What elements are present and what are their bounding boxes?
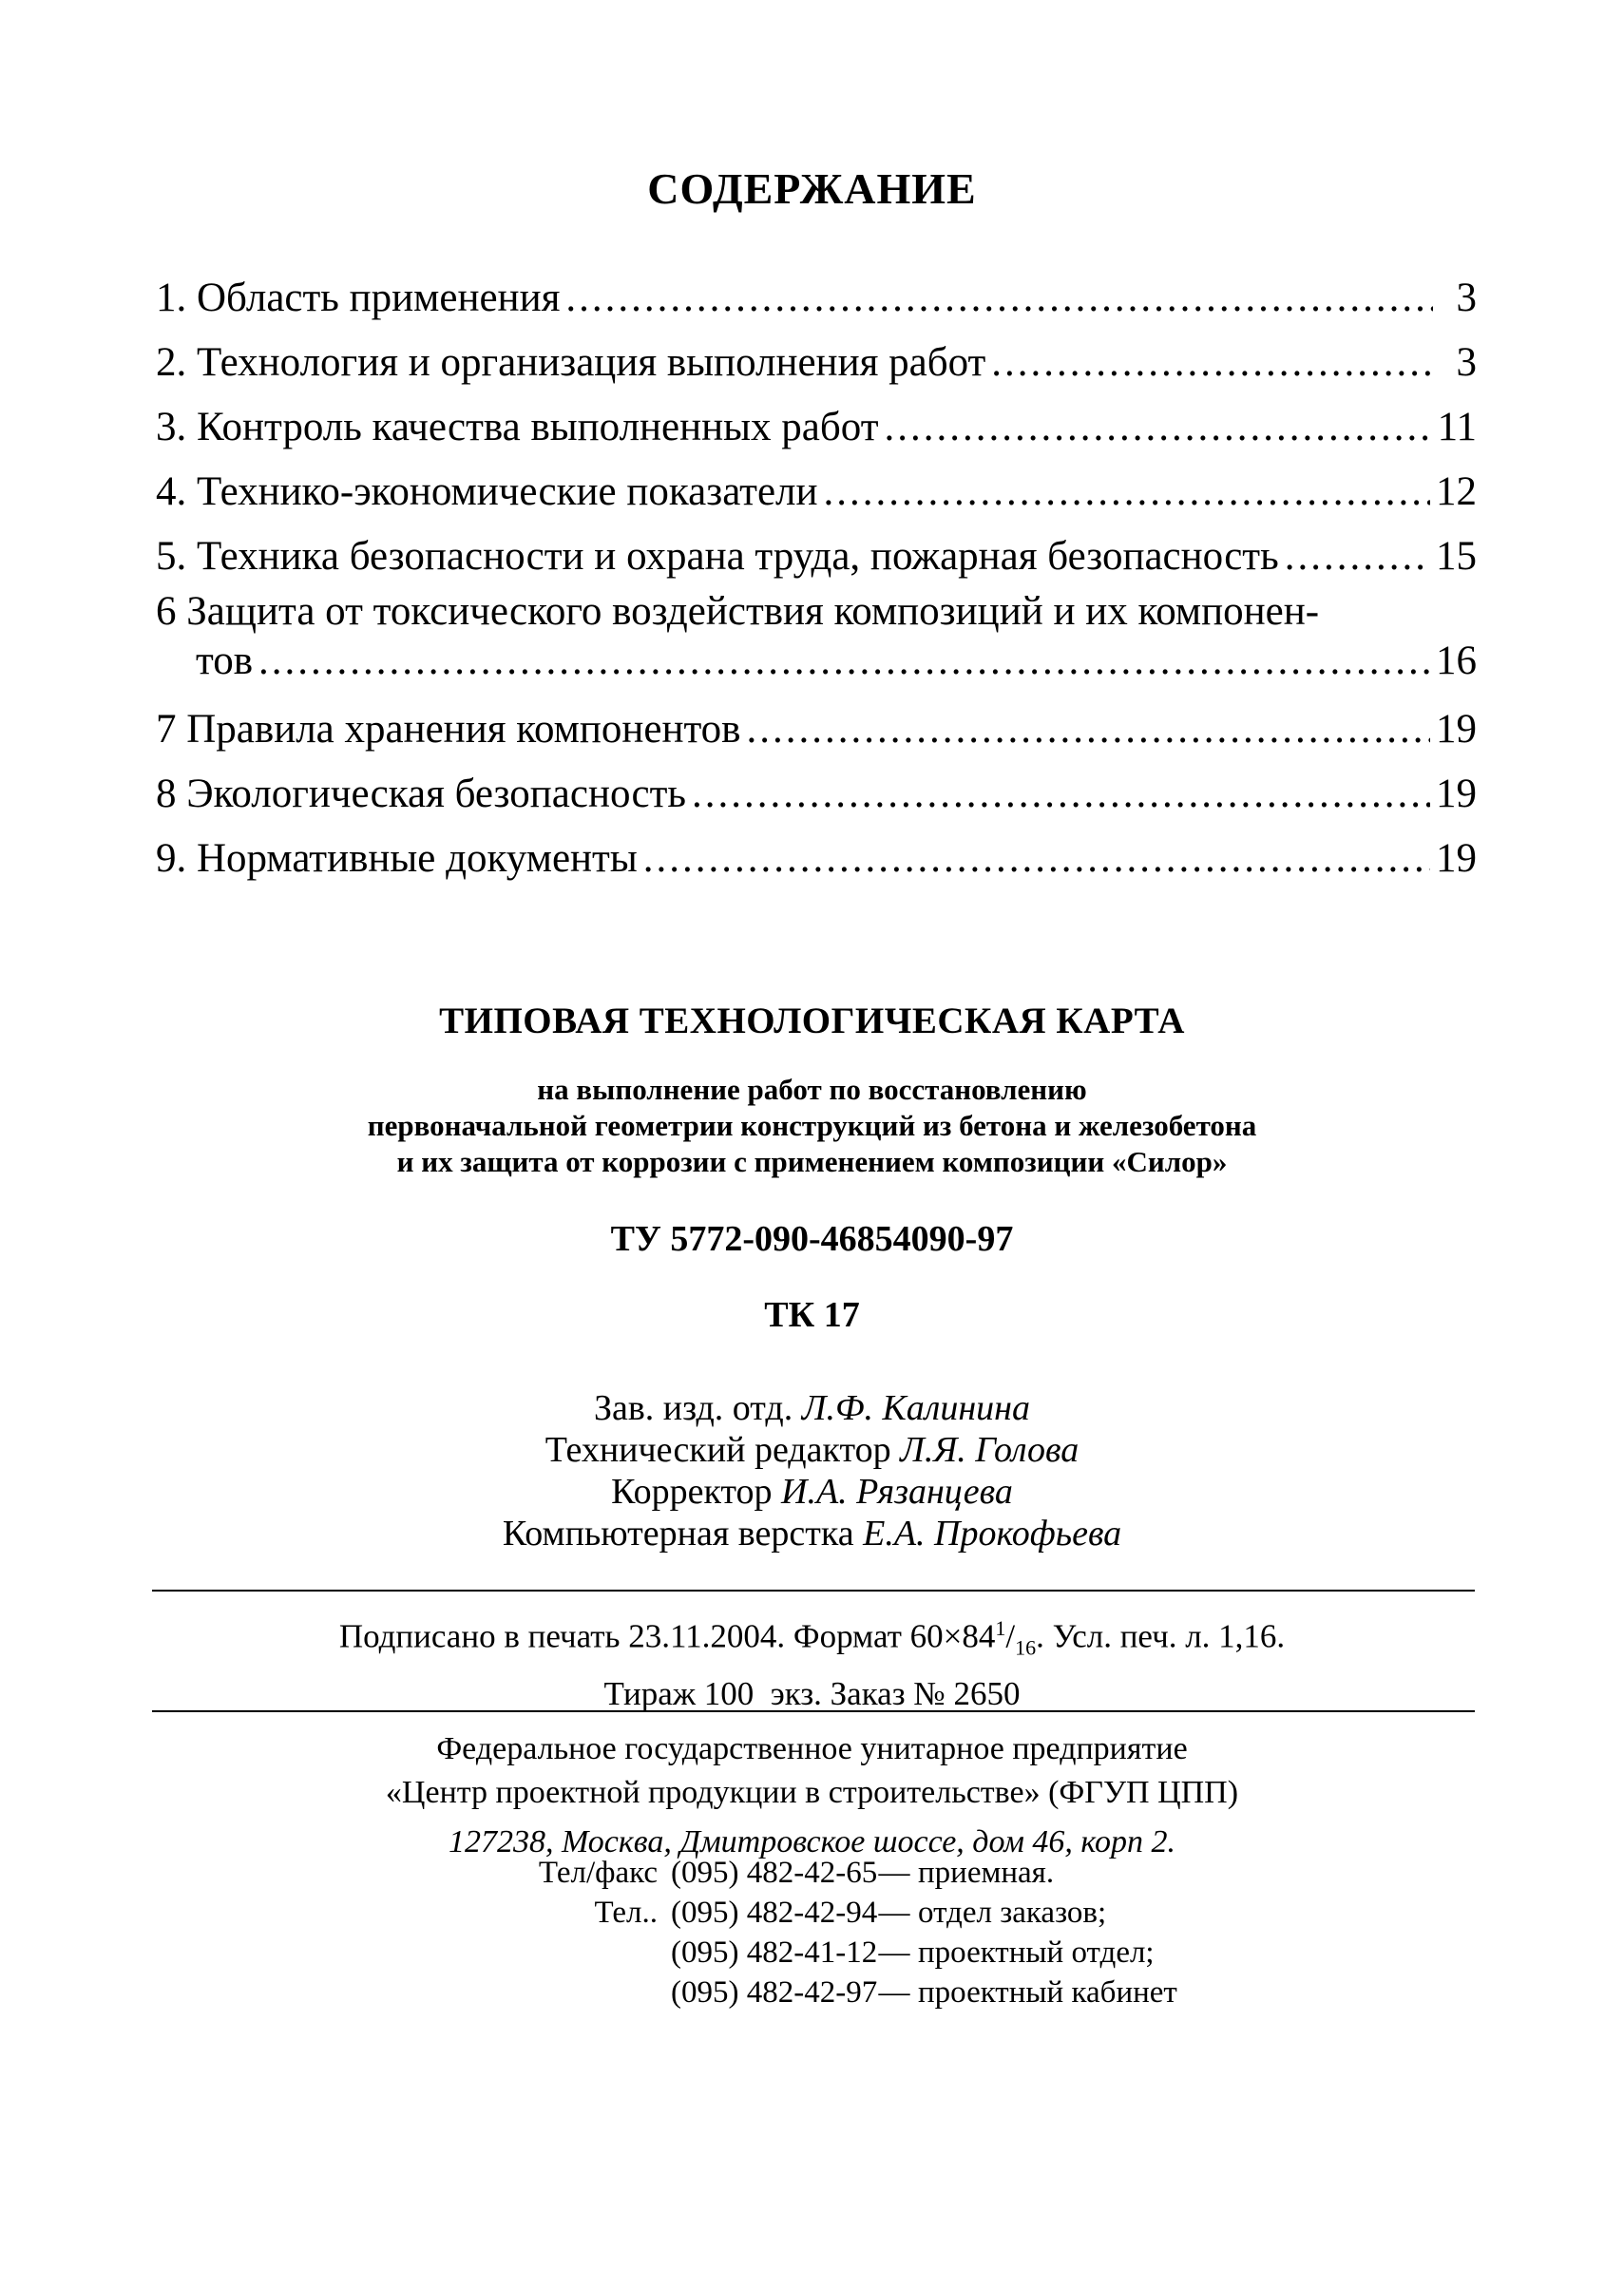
phone-label <box>494 1933 671 1973</box>
credit-line <box>0 1429 1624 1471</box>
toc-title: СОДЕРЖАНИЕ <box>647 164 977 213</box>
toc-leader-dots <box>991 331 1433 395</box>
phone-number: (095) 482-42-65 <box>671 1856 878 1890</box>
phone-desc: проектный отдел; <box>918 1935 1155 1970</box>
imprint-signed-text: Подписано в печать 23.11.2004. Формат 60×84 <box>338 1617 996 1655</box>
toc-item-label: 1. Область применения <box>156 276 561 320</box>
toc-item-label: 6 Защита от токсического воздействия композиций и их компонен- <box>156 589 1320 634</box>
toc-item-page: 3 <box>1456 276 1477 320</box>
phone-number: (095) 482-42-94 <box>671 1896 878 1930</box>
toc-leader-dots <box>692 762 1430 827</box>
credits <box>0 1387 1624 1554</box>
toc-item-page: 19 <box>1436 772 1477 816</box>
toc-leader-dots <box>643 827 1430 891</box>
credit-role: Корректор <box>611 1472 773 1512</box>
card-subtitle <box>0 1072 1624 1180</box>
toc-item-label: 3. Контроль качества выполненных работ <box>156 405 879 449</box>
card-tu-code: ТУ 5772-090-46854090-97 <box>610 1219 1014 1259</box>
publisher-block <box>0 1727 1624 1864</box>
phone-row <box>494 1973 1177 2012</box>
credit-line <box>0 1387 1624 1429</box>
phone-label: Тел.. <box>594 1896 658 1930</box>
format-subscript: 16 <box>1015 1635 1037 1660</box>
toc-item-page: 12 <box>1436 469 1477 514</box>
credit-name: Л.Я. Голова <box>900 1430 1079 1470</box>
toc-item-label: 2. Технология и организация выполнения работ <box>156 340 986 385</box>
divider-line <box>152 1590 1475 1592</box>
publisher-address: 127238, Москва, Дмитровское шоссе, дом 46, корп 2. <box>448 1824 1176 1859</box>
phone-dash: — <box>878 1975 910 2010</box>
card-tk-code: ТК 17 <box>764 1295 860 1335</box>
phone-row <box>494 1853 1177 1893</box>
toc-item <box>156 697 1477 762</box>
phone-number: (095) 482-42-97 <box>671 1975 878 2010</box>
phone-dash: — <box>878 1896 910 1930</box>
toc-item-page: 19 <box>1436 836 1477 881</box>
imprint-signed: Подписано в печать 23.11.2004. Формат $60\times 84^1/_{16}$. Усл. печ. л. 1,16. <box>338 1616 1286 1660</box>
publisher-line: Федеральное государственное унитарное предприятие <box>436 1731 1188 1766</box>
toc-leader-dots <box>1285 524 1430 589</box>
credit-name: И.А. Рязанцева <box>781 1472 1013 1512</box>
toc-item-page: 15 <box>1436 534 1477 579</box>
toc-leader-dots <box>746 697 1430 762</box>
credit-role: Компьютерная верстка <box>502 1514 854 1554</box>
card-subtitle-line: первоначальной геометрии конструкций из бетона и железобетона <box>367 1109 1257 1142</box>
toc-item <box>156 524 1477 589</box>
card-subtitle-line: и их защита от коррозии с применением композиции «Силор» <box>396 1145 1228 1178</box>
toc-leader-dots <box>885 395 1432 460</box>
toc-item-label-continuation: тов <box>196 639 254 683</box>
toc-item-page: 3 <box>1456 340 1477 385</box>
phone-row <box>494 1893 1177 1933</box>
credit-name: Л.Ф. Калинина <box>801 1388 1031 1428</box>
imprint-circulation: Тираж 100 экз. Заказ № 2650 <box>603 1674 1021 1712</box>
toc-leader-dots <box>565 266 1433 331</box>
credit-line <box>0 1513 1624 1554</box>
toc-leader-dots <box>258 635 1430 688</box>
credit-line <box>0 1471 1624 1513</box>
toc-item-page: 16 <box>1436 639 1477 683</box>
toc-item-page: 19 <box>1436 707 1477 752</box>
format-superscript: 1 <box>995 1616 1006 1640</box>
toc-item <box>156 589 1477 635</box>
imprint <box>0 1606 1624 1717</box>
publisher-line: «Центр проектной продукции в строительстве» (ФГУП ЦПП) <box>385 1775 1239 1810</box>
table-of-contents <box>156 266 1477 891</box>
credit-role: Зав. изд. отд. <box>593 1388 793 1428</box>
toc-item-label: 4. Технико-экономические показатели <box>156 469 818 514</box>
credit-role: Технический редактор <box>545 1430 891 1470</box>
phone-list <box>494 1853 1177 2012</box>
phone-desc: проектный кабинет <box>918 1975 1177 2010</box>
toc-item <box>156 762 1477 827</box>
toc-item-label: 5. Техника безопасности и охрана труда, пожарная безопасность <box>156 534 1279 579</box>
toc-item <box>156 460 1477 524</box>
toc-item-label: 8 Экологическая безопасность <box>156 772 687 816</box>
credit-name: Е.А. Прокофьева <box>863 1514 1122 1554</box>
phone-dash: — <box>878 1935 910 1970</box>
phone-dash: — <box>878 1856 910 1890</box>
toc-item-label: 7 Правила хранения компонентов <box>156 707 741 752</box>
toc-item <box>156 331 1477 395</box>
phone-label <box>494 1973 671 2012</box>
card-title: ТИПОВАЯ ТЕХНОЛОГИЧЕСКАЯ КАРТА <box>439 1001 1185 1041</box>
phone-row <box>494 1933 1177 1973</box>
toc-item <box>156 266 1477 331</box>
divider-line <box>152 1710 1475 1712</box>
toc-item-continuation <box>156 635 1477 688</box>
toc-item <box>156 827 1477 891</box>
imprint-signed-suffix: . Усл. печ. л. 1,16. <box>1036 1617 1286 1655</box>
phone-label: Тел/факс <box>538 1856 658 1890</box>
toc-item-label: 9. Нормативные документы <box>156 836 638 881</box>
phone-desc: отдел заказов; <box>918 1896 1107 1930</box>
toc-item-page: 11 <box>1437 405 1477 449</box>
toc-leader-dots <box>824 460 1430 524</box>
card-subtitle-line: на выполнение работ по восстановлению <box>537 1073 1087 1106</box>
phone-number: (095) 482-41-12 <box>671 1935 878 1970</box>
toc-item <box>156 395 1477 460</box>
phone-desc: приемная. <box>918 1856 1055 1890</box>
